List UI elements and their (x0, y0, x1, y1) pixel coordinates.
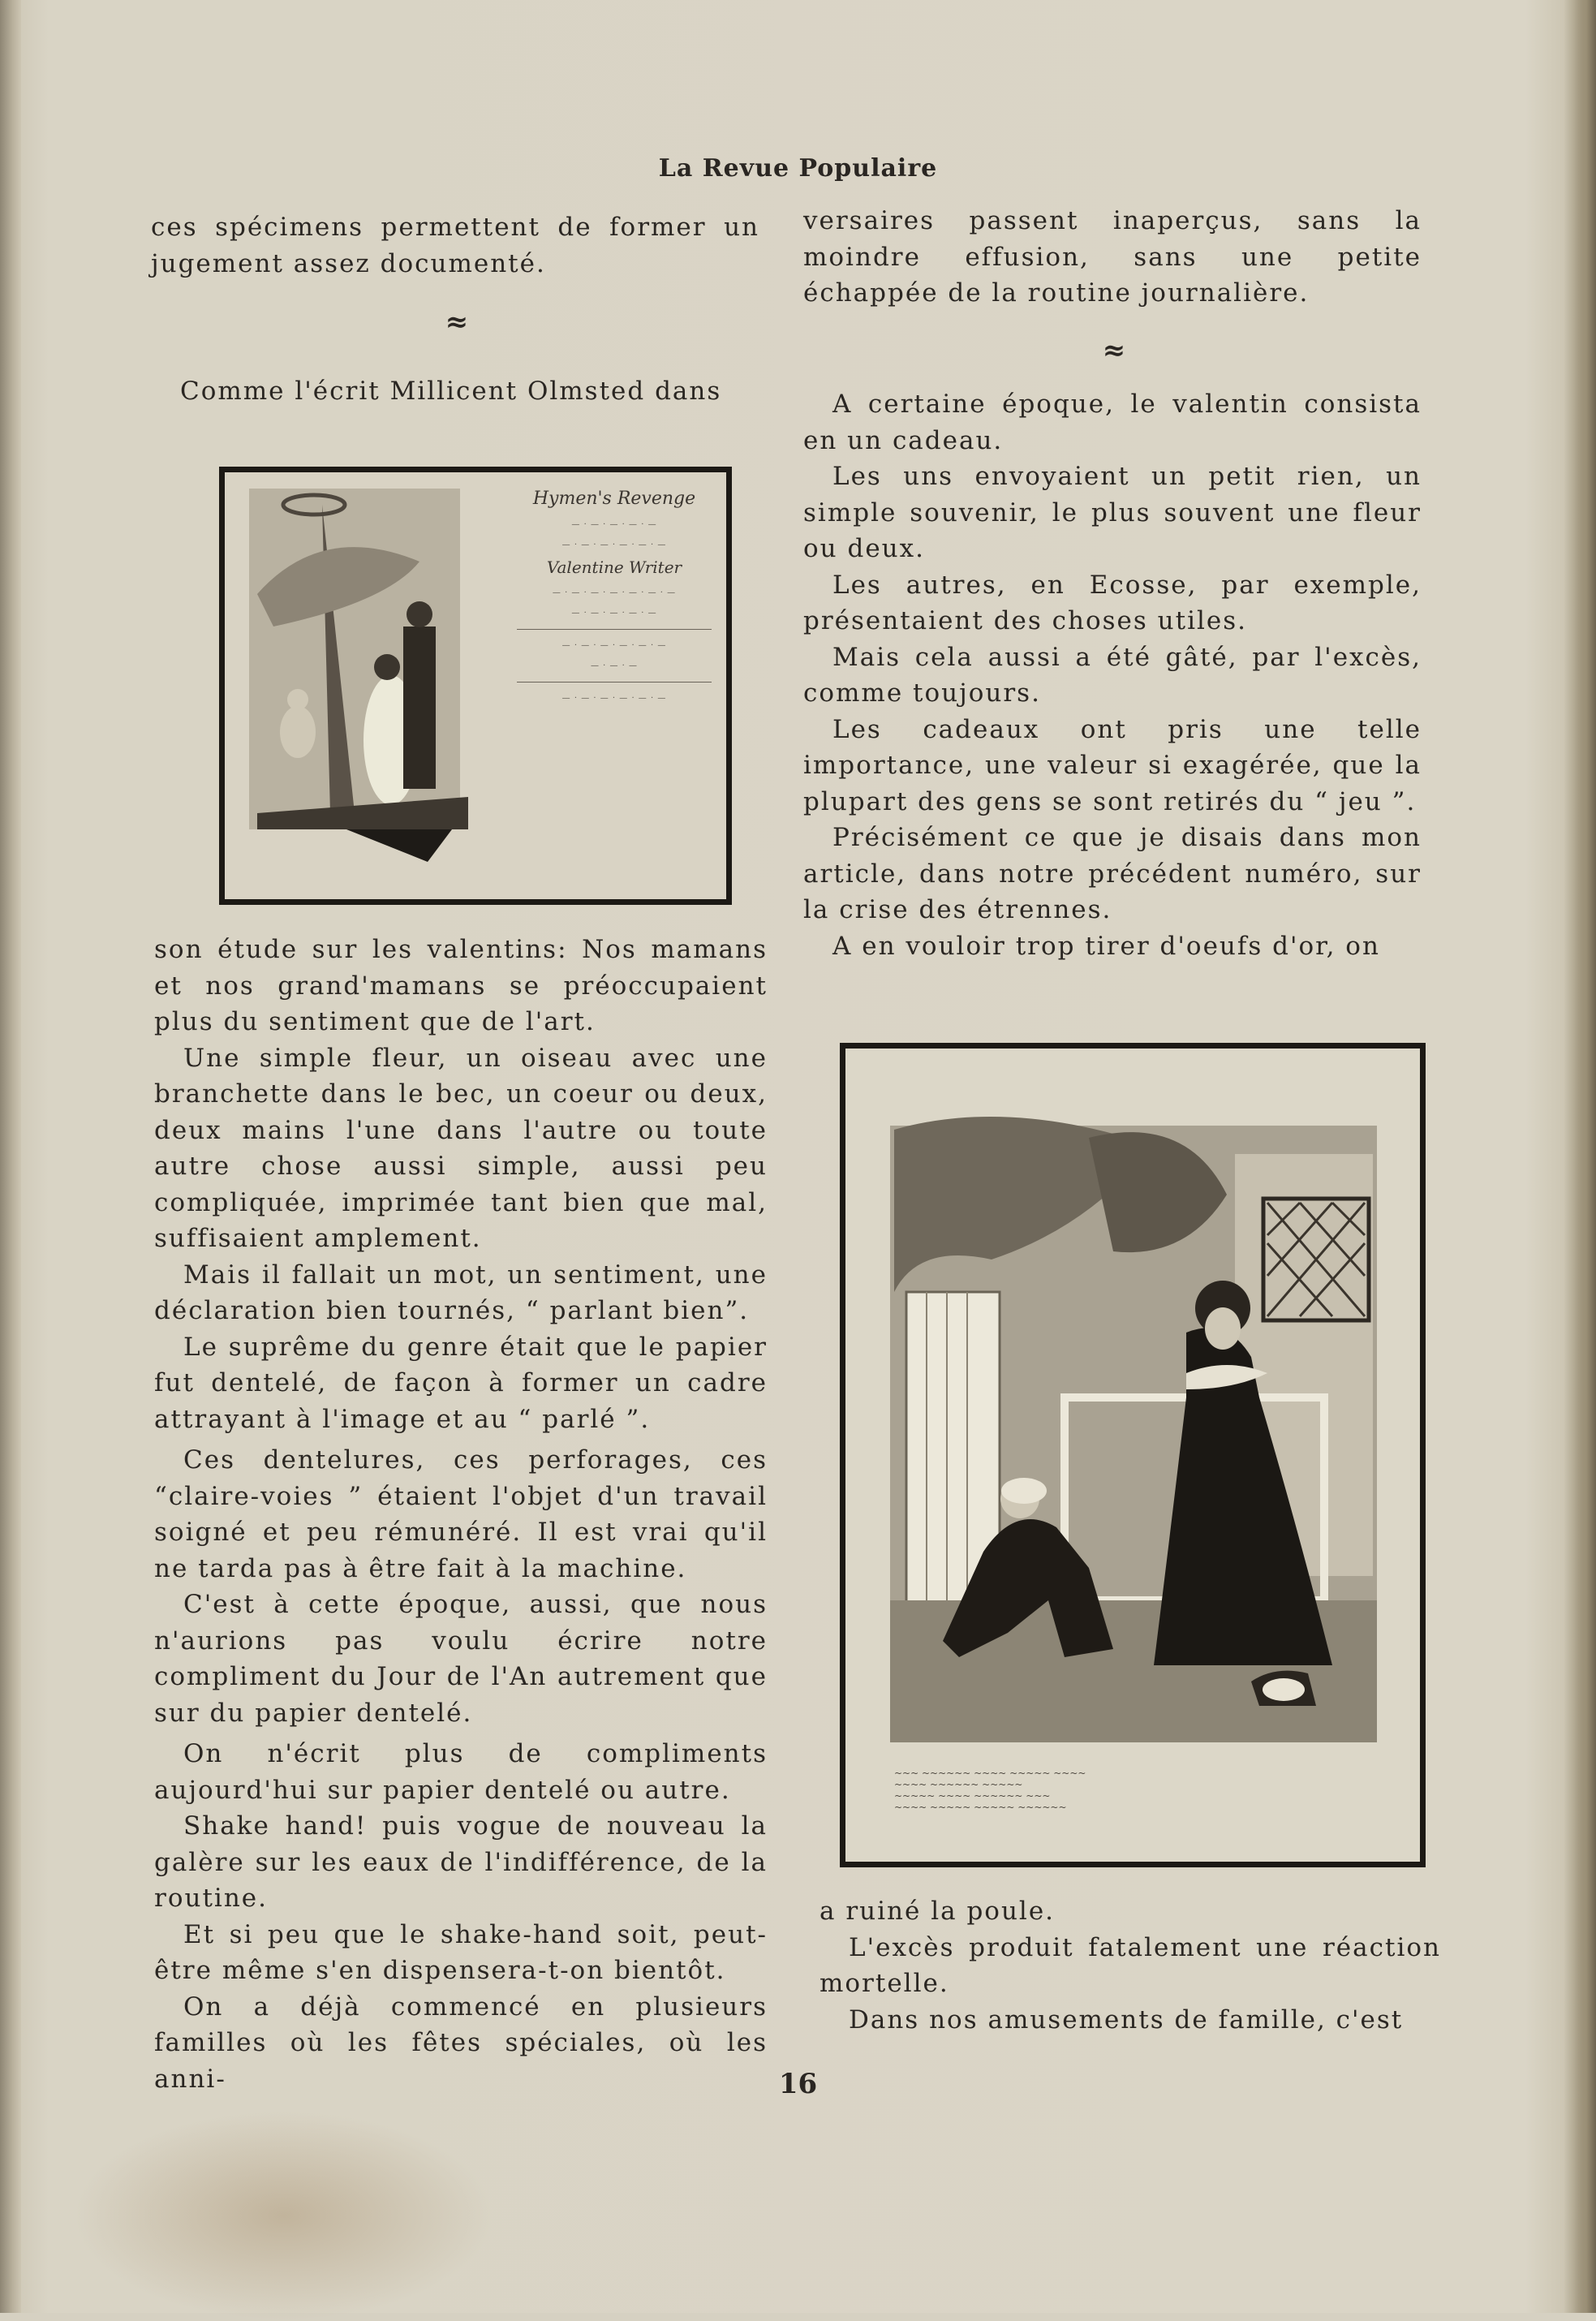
paragraph: son étude sur les valentins: Nos mamans et nos grand'mamans se préoccupaient plus du sentiment que de l'art. (154, 935, 768, 1036)
engraving-caption: ~~~ ~~~~~~ ~~~~ ~~~~~ ~~~~ ~~~~ ~~~~~~ ~~~~~ ~~~~~ ~~~~ ~~~~~~ ~~~ ~~~~ ~~~~~ ~~~~~ ~~~~~~ (894, 1768, 1086, 1813)
title-page-small-print: — · — · — · — · — · — (561, 694, 667, 703)
title-page-text (493, 489, 726, 703)
paragraph: a ruiné la poule. (820, 1897, 1056, 1926)
paragraph: Les cadeaux ont pris une telle importance, une valeur si exagérée, que la plupart des gens se sont retirés du “ jeu ”. (803, 714, 1422, 816)
paragraph: Les autres, en Ecosse, par exemple, présentaient des choses utiles. (803, 570, 1422, 635)
figure-image (225, 472, 726, 899)
paragraph: A en vouloir trop tirer d'oeufs d'or, on (832, 931, 1380, 961)
title-page-small-print: — · — · — · — · — · — (561, 641, 667, 650)
paragraph: Et si peu que le shake-hand soit, peut-être même s'en dispensera-t-on bientôt. (154, 1919, 768, 1985)
left-column-top (151, 209, 759, 409)
section-ornament: ≈ (1102, 334, 1123, 367)
title-page-small-print: — · — · — · — · — · — (561, 540, 667, 549)
paragraph: Une simple fleur, un oiseau avec une branchette dans le bec, un coeur ou deux, deux mains l'une dans l'autre ou toute autre chose aussi simple, aussi peu compliquée, imprimée tant bien que mal, suffisaient amplement. (154, 1043, 768, 1253)
paragraph: Mais il fallait un mot, un sentiment, une déclaration bien tournés, “ parlant bien”. (154, 1260, 768, 1325)
title-page-rule (517, 629, 712, 630)
paragraph: Dans nos amusements de famille, c'est (849, 2004, 1404, 2035)
paragraph: A certaine époque, le valentin consista en un cadeau. (803, 390, 1422, 455)
page-number: 16 (778, 2068, 818, 2100)
paragraph: versaires passent inaperçus, sans la moindre effusion, sans une petite échappée de la routine journalière. (803, 206, 1422, 308)
paragraph: C'est à cette époque, aussi, que nous n'aurions pas voulu écrire notre compliment du Jour de l'An autrement que sur du papier dentelé. (154, 1590, 768, 1728)
paragraph: Shake hand! puis vogue de nouveau la galère sur les eaux de l'indifférence, de la routine. (154, 1811, 768, 1913)
paper-stain (73, 2110, 495, 2321)
right-column-bottom (820, 1893, 1441, 2038)
paragraph: On n'écrit plus de compliments aujourd'hui sur papier dentelé ou autre. (154, 1739, 768, 1805)
title-page-small-print: — · — · — · — · — (571, 609, 657, 618)
title-page-small-print: — · — · — (590, 661, 639, 670)
left-column-body (154, 932, 768, 2097)
paragraph: Le suprême du genre était que le papier fut dentelé, de façon à former un cadre attrayant à l'image et au “ parlé ”. (154, 1332, 768, 1434)
right-column-top (803, 203, 1422, 964)
title-page-small-print: — · — · — · — · — (571, 520, 657, 529)
section-ornament: ≈ (445, 306, 466, 338)
title-page-rule (517, 682, 712, 683)
engraving-illustration (845, 1049, 1420, 1862)
valentine-title-page-figure (219, 467, 732, 905)
paragraph: ces spécimens permettent de former un jugement assez documenté. (151, 213, 759, 278)
figure-image (845, 1049, 1420, 1862)
title-page-small-print: — · — · — · — · — · — · — (552, 588, 677, 597)
running-head: La Revue Populaire (658, 154, 938, 183)
page-binding-shadow (0, 0, 21, 2313)
title-page-heading: Hymen's Revenge (532, 489, 696, 509)
paragraph: Précisément ce que je disais dans mon article, dans notre précédent numéro, sur la crise des étrennes. (803, 823, 1422, 924)
paragraph: Ces dentelures, ces perforages, ces “claire-voies ” étaient l'objet d'un travail soigné et peu rémunéré. Il est vrai qu'il ne tarda pas à être fait à la machine. (154, 1445, 768, 1583)
page-edge-shadow (1564, 0, 1596, 2313)
paragraph: Les uns envoyaient un petit rien, un simple souvenir, le plus souvent une fleur ou deux. (803, 462, 1422, 563)
title-page-subheading: Valentine Writer (546, 558, 682, 577)
paragraph: Mais cela aussi a été gâté, par l'excès, comme toujours. (803, 642, 1422, 708)
paragraph: Comme l'écrit Millicent Olmsted dans (180, 376, 722, 406)
paragraph: L'excès produit fatalement une réaction mortelle. (820, 1932, 1441, 1998)
paragraph: On a déjà commencé en plusieurs familles où les fêtes spéciales, où les anni- (154, 1992, 768, 2094)
proposal-engraving-figure (840, 1043, 1426, 1867)
